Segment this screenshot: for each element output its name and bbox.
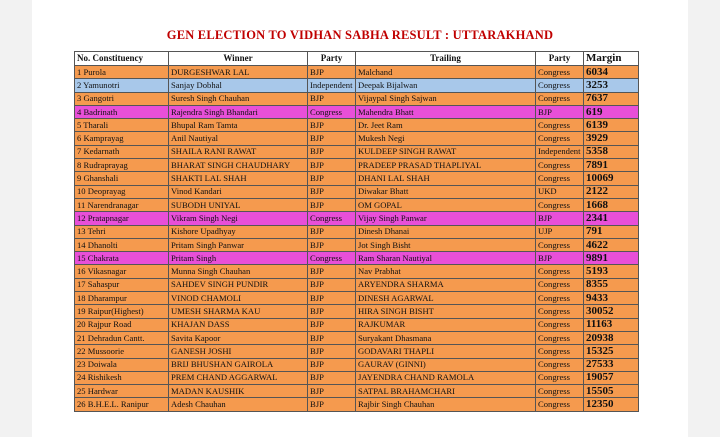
- cell-trailing: Rajbir Singh Chauhan: [356, 398, 536, 411]
- cell-constituency-name: Rudraprayag: [83, 159, 128, 170]
- cell-winner: SUBODH UNIYAL: [169, 198, 308, 211]
- cell-constituency-name: Dharampur: [87, 292, 127, 303]
- cell-trailing-party: Congress: [536, 345, 584, 358]
- cell-constituency: [75, 212, 169, 225]
- cell-margin: 6139: [584, 119, 639, 132]
- cell-party: Congress: [308, 212, 356, 225]
- cell-number: 26: [77, 399, 86, 410]
- cell-constituency-name: Rishikesh: [87, 372, 122, 383]
- cell-trailing: JAYENDRA CHAND RAMOLA: [356, 371, 536, 384]
- table-row: [75, 132, 639, 145]
- cell-winner: UMESH SHARMA KAU: [169, 305, 308, 318]
- cell-trailing: KULDEEP SINGH RAWAT: [356, 145, 536, 158]
- table-row: [75, 119, 639, 132]
- cell-number: 8: [77, 159, 82, 170]
- cell-constituency: [75, 398, 169, 411]
- cell-trailing-party: Congress: [536, 159, 584, 172]
- cell-trailing-party: Congress: [536, 119, 584, 132]
- cell-margin: 3929: [584, 132, 639, 145]
- cell-constituency-name: Vikasnagar: [87, 266, 127, 277]
- cell-trailing: Diwakar Bhatt: [356, 185, 536, 198]
- cell-constituency-name: B.H.E.L. Ranipur: [87, 399, 149, 410]
- table-row: [75, 345, 639, 358]
- cell-constituency: [75, 252, 169, 265]
- cell-winner: SAHDEV SINGH PUNDIR: [169, 278, 308, 291]
- cell-constituency: [75, 132, 169, 145]
- cell-trailing: Vijaypal Singh Sajwan: [356, 92, 536, 105]
- header-trailing: Trailing: [356, 52, 536, 66]
- cell-constituency: [75, 66, 169, 79]
- cell-winner: Pritam Singh: [169, 252, 308, 265]
- cell-party: BJP: [308, 331, 356, 344]
- cell-party: BJP: [308, 159, 356, 172]
- cell-party: BJP: [308, 371, 356, 384]
- cell-constituency: [75, 345, 169, 358]
- cell-party: BJP: [308, 305, 356, 318]
- cell-number: 15: [77, 252, 86, 263]
- cell-margin: 8355: [584, 278, 639, 291]
- cell-margin: 5193: [584, 265, 639, 278]
- cell-trailing: Malchand: [356, 66, 536, 79]
- left-margin: [0, 0, 32, 437]
- table-row: [75, 331, 639, 344]
- cell-winner: KHAJAN DASS: [169, 318, 308, 331]
- cell-winner: BHARAT SINGH CHAUDHARY: [169, 159, 308, 172]
- cell-margin: 7891: [584, 159, 639, 172]
- table-row: [75, 318, 639, 331]
- cell-party: Congress: [308, 252, 356, 265]
- table-header-row: [75, 52, 639, 66]
- cell-trailing: Mahendra Bhatt: [356, 105, 536, 118]
- cell-constituency-name: Hardwar: [87, 385, 118, 396]
- cell-constituency-name: Tharali: [83, 119, 109, 130]
- cell-winner: GANESH JOSHI: [169, 345, 308, 358]
- cell-trailing-party: BJP: [536, 212, 584, 225]
- cell-winner: BRIJ BHUSHAN GAIROLA: [169, 358, 308, 371]
- table-row: [75, 252, 639, 265]
- cell-winner: DURGESHWAR LAL: [169, 66, 308, 79]
- table-row: [75, 185, 639, 198]
- cell-party: BJP: [308, 385, 356, 398]
- table-row: [75, 292, 639, 305]
- cell-party: Congress: [308, 105, 356, 118]
- cell-winner: Rajendra Singh Bhandari: [169, 105, 308, 118]
- cell-number: 4: [77, 106, 82, 117]
- cell-winner: Suresh Singh Chauhan: [169, 92, 308, 105]
- cell-constituency-name: Deoprayag: [87, 186, 126, 197]
- cell-constituency: [75, 185, 169, 198]
- cell-party: BJP: [308, 318, 356, 331]
- cell-party: BJP: [308, 345, 356, 358]
- cell-party: BJP: [308, 292, 356, 305]
- cell-trailing-party: Congress: [536, 292, 584, 305]
- cell-trailing: DINESH AGARWAL: [356, 292, 536, 305]
- cell-constituency: [75, 79, 169, 92]
- cell-constituency-name: Raipur(Highest): [87, 305, 144, 316]
- cell-party: BJP: [308, 66, 356, 79]
- cell-trailing-party: UKD: [536, 185, 584, 198]
- cell-trailing-party: Congress: [536, 265, 584, 278]
- cell-trailing: GAURAV (GINNI): [356, 358, 536, 371]
- cell-constituency-name: Mussoorie: [87, 345, 125, 356]
- cell-number: 19: [77, 305, 86, 316]
- cell-winner: Savita Kapoor: [169, 331, 308, 344]
- cell-margin: 30052: [584, 305, 639, 318]
- cell-number: 7: [77, 146, 82, 157]
- cell-trailing-party: Congress: [536, 318, 584, 331]
- cell-number: 21: [77, 332, 86, 343]
- cell-winner: MADAN KAUSHIK: [169, 385, 308, 398]
- cell-trailing: Dr. Jeet Ram: [356, 119, 536, 132]
- cell-constituency: [75, 238, 169, 251]
- table-row: [75, 278, 639, 291]
- cell-trailing: OM GOPAL: [356, 198, 536, 211]
- cell-constituency-name: Sahaspur: [87, 279, 120, 290]
- cell-winner: SHAILA RANI RAWAT: [169, 145, 308, 158]
- cell-constituency-name: Doiwala: [87, 359, 117, 370]
- cell-constituency-name: Pratapnagar: [87, 212, 129, 223]
- table-row: [75, 358, 639, 371]
- cell-winner: VINOD CHAMOLI: [169, 292, 308, 305]
- table-row: [75, 398, 639, 411]
- cell-trailing-party: Congress: [536, 172, 584, 185]
- cell-trailing-party: Congress: [536, 238, 584, 251]
- cell-constituency: [75, 331, 169, 344]
- cell-margin: 619: [584, 105, 639, 118]
- cell-number: 5: [77, 119, 82, 130]
- cell-number: 13: [77, 226, 86, 237]
- cell-constituency: [75, 172, 169, 185]
- cell-number: 22: [77, 345, 86, 356]
- cell-constituency-name: Rajpur Road: [87, 319, 132, 330]
- cell-number: 17: [77, 279, 86, 290]
- cell-constituency: [75, 198, 169, 211]
- cell-constituency: [75, 278, 169, 291]
- table-row: [75, 105, 639, 118]
- cell-constituency: [75, 119, 169, 132]
- cell-margin: 12350: [584, 398, 639, 411]
- cell-winner: Anil Nautiyal: [169, 132, 308, 145]
- cell-margin: 3253: [584, 79, 639, 92]
- cell-constituency-name: Ghanshali: [83, 173, 119, 184]
- cell-trailing: SATPAL BRAHAMCHARI: [356, 385, 536, 398]
- cell-constituency: [75, 265, 169, 278]
- results-table: [74, 51, 639, 412]
- cell-margin: 19057: [584, 371, 639, 384]
- cell-trailing-party: Congress: [536, 92, 584, 105]
- cell-winner: Munna Singh Chauhan: [169, 265, 308, 278]
- cell-margin: 27533: [584, 358, 639, 371]
- cell-winner: PREM CHAND AGGARWAL: [169, 371, 308, 384]
- table-row: [75, 92, 639, 105]
- cell-party: BJP: [308, 185, 356, 198]
- cell-party: BJP: [308, 398, 356, 411]
- cell-party: BJP: [308, 145, 356, 158]
- cell-margin: 5358: [584, 145, 639, 158]
- cell-trailing: Jot Singh Bisht: [356, 238, 536, 251]
- cell-constituency: [75, 145, 169, 158]
- cell-constituency-name: Narendranagar: [87, 199, 139, 210]
- cell-party: BJP: [308, 198, 356, 211]
- cell-constituency: [75, 105, 169, 118]
- cell-trailing-party: Congress: [536, 331, 584, 344]
- cell-trailing-party: Congress: [536, 358, 584, 371]
- table-row: [75, 172, 639, 185]
- cell-constituency-name: Dehradun Cantt.: [87, 332, 145, 343]
- table-row: [75, 145, 639, 158]
- cell-trailing-party: Congress: [536, 278, 584, 291]
- cell-number: 3: [77, 93, 82, 104]
- table-row: [75, 66, 639, 79]
- cell-trailing: Vijay Singh Panwar: [356, 212, 536, 225]
- table-row: [75, 265, 639, 278]
- table-row: [75, 212, 639, 225]
- cell-margin: 15505: [584, 385, 639, 398]
- cell-margin: 15325: [584, 345, 639, 358]
- cell-trailing: Deepak Bijalwan: [356, 79, 536, 92]
- cell-winner: Sanjay Dobhal: [169, 79, 308, 92]
- cell-trailing-party: Congress: [536, 305, 584, 318]
- cell-number: 20: [77, 319, 86, 330]
- cell-margin: 6034: [584, 66, 639, 79]
- cell-constituency: [75, 358, 169, 371]
- header-trailing-party: Party: [536, 52, 584, 66]
- cell-trailing-party: UJP: [536, 225, 584, 238]
- cell-number: 12: [77, 212, 86, 223]
- cell-constituency-name: Dhanolti: [87, 239, 118, 250]
- cell-constituency: [75, 92, 169, 105]
- cell-party: BJP: [308, 238, 356, 251]
- cell-party: BJP: [308, 119, 356, 132]
- cell-margin: 2122: [584, 185, 639, 198]
- cell-winner: Vinod Kandari: [169, 185, 308, 198]
- cell-number: 25: [77, 385, 86, 396]
- cell-number: 16: [77, 266, 86, 277]
- cell-trailing-party: Congress: [536, 198, 584, 211]
- cell-trailing: Ram Sharan Nautiyal: [356, 252, 536, 265]
- cell-winner: Adesh Chauhan: [169, 398, 308, 411]
- cell-constituency-name: Kamprayag: [83, 133, 124, 144]
- cell-constituency-name: Chakrata: [87, 252, 119, 263]
- cell-constituency-name: Kedarnath: [83, 146, 120, 157]
- cell-trailing: PRADEEP PRASAD THAPLIYAL: [356, 159, 536, 172]
- cell-constituency: [75, 225, 169, 238]
- cell-trailing-party: Congress: [536, 79, 584, 92]
- cell-constituency-name: Gangotri: [83, 93, 115, 104]
- cell-number: 9: [77, 173, 82, 184]
- cell-constituency: [75, 318, 169, 331]
- cell-margin: 791: [584, 225, 639, 238]
- cell-number: 11: [77, 199, 86, 210]
- cell-trailing: Suryakant Dhasmana: [356, 331, 536, 344]
- cell-trailing-party: Independent: [536, 145, 584, 158]
- table-row: [75, 198, 639, 211]
- cell-trailing-party: Congress: [536, 371, 584, 384]
- cell-margin: 9433: [584, 292, 639, 305]
- cell-trailing: GODAVARI THAPLI: [356, 345, 536, 358]
- header-winner: Winner: [169, 52, 308, 66]
- header-margin: Margin: [584, 52, 639, 66]
- cell-number: 14: [77, 239, 86, 250]
- cell-trailing-party: BJP: [536, 252, 584, 265]
- cell-number: 23: [77, 359, 86, 370]
- cell-constituency: [75, 371, 169, 384]
- cell-party: BJP: [308, 278, 356, 291]
- cell-number: 24: [77, 372, 86, 383]
- cell-number: 1: [77, 66, 82, 77]
- cell-margin: 11163: [584, 318, 639, 331]
- cell-trailing-party: BJP: [536, 105, 584, 118]
- cell-party: BJP: [308, 358, 356, 371]
- right-margin: [688, 0, 720, 437]
- cell-trailing: Mukesh Negi: [356, 132, 536, 145]
- cell-trailing: HIRA SINGH BISHT: [356, 305, 536, 318]
- table-row: [75, 385, 639, 398]
- cell-party: Independent: [308, 79, 356, 92]
- cell-winner: Vikram Singh Negi: [169, 212, 308, 225]
- cell-constituency-name: Yamunotri: [83, 79, 120, 90]
- cell-number: 18: [77, 292, 86, 303]
- cell-party: BJP: [308, 172, 356, 185]
- cell-trailing: Dinesh Dhanai: [356, 225, 536, 238]
- cell-margin: 1668: [584, 198, 639, 211]
- cell-party: BJP: [308, 132, 356, 145]
- cell-constituency-name: Badrinath: [83, 106, 118, 117]
- cell-trailing-party: Congress: [536, 398, 584, 411]
- cell-trailing: DHANI LAL SHAH: [356, 172, 536, 185]
- cell-margin: 10069: [584, 172, 639, 185]
- cell-winner: SHAKTI LAL SHAH: [169, 172, 308, 185]
- cell-constituency: [75, 159, 169, 172]
- table-row: [75, 79, 639, 92]
- page-title: GEN ELECTION TO VIDHAN SABHA RESULT : UTTARAKHAND: [166, 28, 554, 42]
- cell-margin: 4622: [584, 238, 639, 251]
- cell-winner: Kishore Upadhyay: [169, 225, 308, 238]
- cell-number: 2: [77, 79, 82, 90]
- table-row: [75, 238, 639, 251]
- cell-trailing-party: Congress: [536, 66, 584, 79]
- cell-constituency-name: Tehri: [87, 226, 106, 237]
- cell-trailing: Nav Prabhat: [356, 265, 536, 278]
- cell-constituency: [75, 385, 169, 398]
- cell-number: 6: [77, 133, 82, 144]
- cell-party: BJP: [308, 92, 356, 105]
- cell-constituency: [75, 305, 169, 318]
- results-body: [75, 66, 639, 412]
- header-no-constituency: No. Constituency: [75, 52, 169, 66]
- cell-margin: 20938: [584, 331, 639, 344]
- table-row: [75, 225, 639, 238]
- cell-margin: 7637: [584, 92, 639, 105]
- cell-margin: 9891: [584, 252, 639, 265]
- table-row: [75, 159, 639, 172]
- cell-constituency-name: Purola: [83, 66, 106, 77]
- cell-party: BJP: [308, 225, 356, 238]
- header-party: Party: [308, 52, 356, 66]
- cell-number: 10: [77, 186, 86, 197]
- cell-trailing-party: Congress: [536, 385, 584, 398]
- table-row: [75, 371, 639, 384]
- cell-constituency: [75, 292, 169, 305]
- cell-winner: Bhupal Ram Tamta: [169, 119, 308, 132]
- cell-margin: 2341: [584, 212, 639, 225]
- cell-winner: Pritam Singh Panwar: [169, 238, 308, 251]
- cell-party: BJP: [308, 265, 356, 278]
- cell-trailing: ARYENDRA SHARMA: [356, 278, 536, 291]
- table-row: [75, 305, 639, 318]
- cell-trailing: RAJKUMAR: [356, 318, 536, 331]
- cell-trailing-party: Congress: [536, 132, 584, 145]
